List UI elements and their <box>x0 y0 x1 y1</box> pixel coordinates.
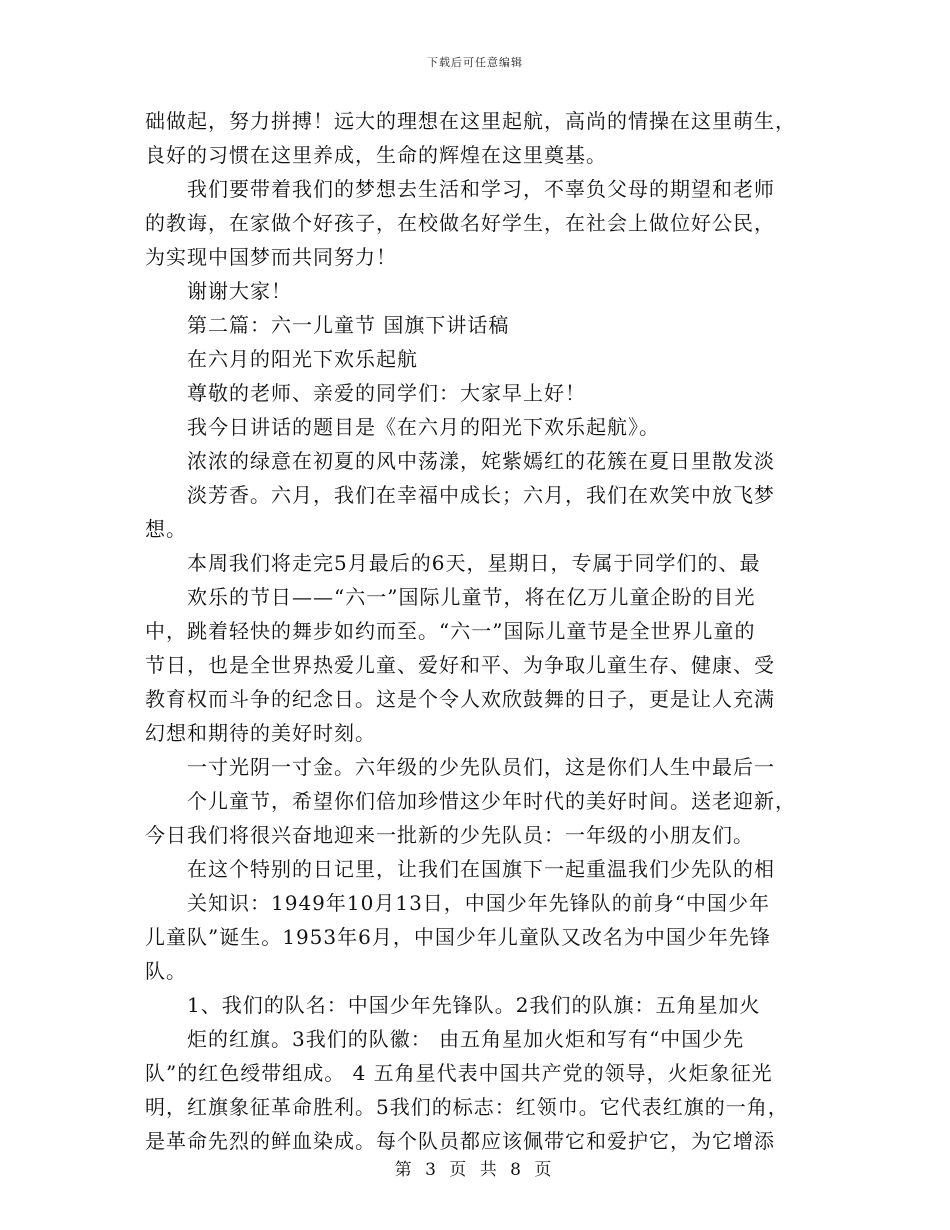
text-line: 在这个特别的日记里，让我们在国旗下一起重温我们少先队的相 <box>187 857 775 881</box>
text-line: 础做起，努力拼搏！远大的理想在这里起航，高尚的情操在这里萌生， <box>145 109 796 133</box>
text-line: 我今日讲话的题目是《在六月的阳光下欢乐起航》。 <box>187 415 660 439</box>
text-line: 教育权而斗争的纪念日。这是个令人欢欣鼓舞的日子，更是让人充满 <box>145 687 775 711</box>
page-header: 下载后可任意编辑 <box>427 56 523 69</box>
page-footer: 第 3 页 共 8 页 <box>394 1160 556 1180</box>
text-line: 为实现中国梦而共同努力！ <box>145 245 397 269</box>
text-line: 谢谢大家！ <box>187 279 292 303</box>
text-line: 尊敬的老师、亲爱的同学们：大家早上好！ <box>187 381 586 405</box>
text-line: 幻想和期待的美好时刻。 <box>145 721 376 745</box>
text-line: 1、我们的队名：中国少年先锋队。2我们的队旗：五角星加火 <box>187 993 761 1017</box>
text-line: 想。 <box>145 517 187 541</box>
text-line: 个儿童节，希望你们倍加珍惜这少年时代的美好时间。送老迎新， <box>187 789 796 813</box>
document-body <box>145 104 807 1158</box>
text-line: 今日我们将很兴奋地迎来一批新的少先队员：一年级的小朋友们。 <box>145 823 754 847</box>
text-line: 中，跳着轻快的舞步如约而至。“六一”国际儿童节是全世界儿童的 <box>145 619 756 643</box>
text-line: 儿童队”诞生。1953年6月，中国少年儿童队又改名为中国少年先锋 <box>145 925 771 949</box>
text-line: 第二篇：六一儿童节 国旗下讲话稿 <box>187 313 510 337</box>
text-line: 良好的习惯在这里养成，生命的辉煌在这里奠基。 <box>145 143 607 167</box>
text-line: 我们要带着我们的梦想去生活和学习，不辜负父母的期望和老师 <box>187 177 775 201</box>
text-line: 是革命先烈的鲜血染成。每个队员都应该佩带它和爱护它，为它增添 <box>145 1129 775 1153</box>
text-line: 淡芳香。六月，我们在幸福中成长；六月，我们在欢笑中放飞梦 <box>187 483 775 507</box>
text-line: 浓浓的绿意在初夏的风中荡漾，姹紫嫣红的花簇在夏日里散发淡 <box>187 449 775 473</box>
text-line: 节日，也是全世界热爱儿童、爱好和平、为争取儿童生存、健康、受 <box>145 653 775 677</box>
text-line: 队”的红色绶带组成。 4 五角星代表中国共产党的领导，火炬象征光 <box>145 1061 773 1085</box>
text-line: 本周我们将走完5月最后的6天，星期日，专属于同学们的、最 <box>187 551 761 575</box>
text-line: 欢乐的节日——“六一”国际儿童节，将在亿万儿童企盼的目光 <box>187 585 756 609</box>
text-line: 明，红旗象征革命胜利。5我们的标志：红领巾。它代表红旗的一角， <box>145 1095 789 1119</box>
text-line: 关知识：1949年10月13日，中国少年先锋队的前身“中国少年 <box>187 891 771 915</box>
text-line: 炬的红旗。3我们的队徽： 由五角星加火炬和写有“中国少先 <box>187 1027 745 1051</box>
text-line: 在六月的阳光下欢乐起航 <box>187 347 418 371</box>
text-line: 的教诲，在家做个好孩子，在校做名好学生，在社会上做位好公民， <box>145 211 775 235</box>
text-line: 队。 <box>145 959 187 983</box>
text-line: 一寸光阴一寸金。六年级的少先队员们，这是你们人生中最后一 <box>187 755 775 779</box>
